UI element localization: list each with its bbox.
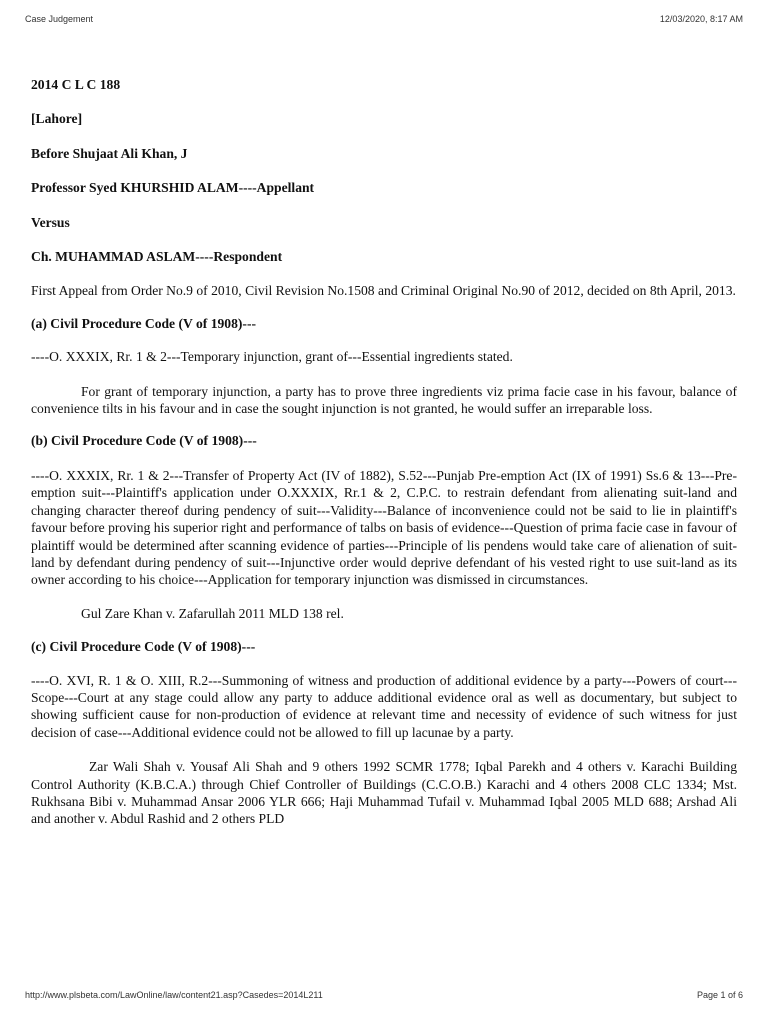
versus: Versus xyxy=(31,214,70,230)
case-citation: 2014 C L C 188 xyxy=(31,77,121,92)
catchwords-b: ----O. XXXIX, Rr. 1 & 2---Transfer of Property Act (IV of 1882), S.52---Punjab Pre-emption Act (IX of 1991) Ss.6 & 13---Pre-emption suit---Plaintiff's application under O.XXXIX, Rr.1 & 2, C.P.C. to restrain defendant from alienating suit-land and changing character thereof during pendency of suit---Validity---Balance of inconvenience could not be said to lie in plaintiff's favour before proving his superior right and performance of talbs on basis of evidence---Question of prima facie case in favour of plaintiff would be determined after scanning evidence of parties---Principle of lis pendens would take care of alienation of suit-land by defendant during pendency of suit---Injunctive order would deprive defendant of his vested right to use suit-land as its owner according to his choice---Application for temporary injunction was dismissed in circumstances. xyxy=(31,467,737,588)
court-name: [Lahore] xyxy=(31,111,83,127)
respondent: Ch. MUHAMMAD ASLAM----Respondent xyxy=(31,249,283,265)
reference-c: Zar Wali Shah v. Yousaf Ali Shah and 9 others 1992 SCMR 1778; Iqbal Parekh and 4 others v. Karachi Building Control Authority (K.B.C.A.) through Chief Controller of Buildings (C.C.O.B.) Karachi and 4 others 2008 CLC 1334; Mst. Rukhsana Bibi v. Muhammad Ansar 2006 YLR 666; Haji Muhammad Tufail v. Muhammad Iqbal 2005 MLD 688; Arshad Ali and another v. Abdul Rashid and 2 others PLD xyxy=(31,759,737,827)
print-header-title: Case Judgement xyxy=(25,14,94,24)
section-heading-c: (c) Civil Procedure Code (V of 1908)--- xyxy=(31,639,256,655)
print-header-datetime: 12/03/2020, 8:17 AM xyxy=(659,14,743,24)
section-heading-b: (b) Civil Procedure Code (V of 1908)--- xyxy=(31,433,257,449)
print-footer-page: Page 1 of 6 xyxy=(696,990,743,1000)
paragraph-a: For grant of temporary injunction, a party has to prove three ingredients viz prima facie case in his favour, balance of convenience tilts in his favour and in case the sought injunction is not granted, he would suffer an irreparable loss. xyxy=(31,383,737,417)
judgement-body xyxy=(31,76,737,828)
catchwords-a: ----O. XXXIX, Rr. 1 & 2---Temporary injunction, grant of---Essential ingredients stated. xyxy=(31,349,513,365)
section-heading-a: (a) Civil Procedure Code (V of 1908)--- xyxy=(31,315,257,331)
appellant: Professor Syed KHURSHID ALAM----Appellant xyxy=(31,180,315,196)
bench: Before Shujaat Ali Khan, J xyxy=(31,145,188,161)
reference-b: Gul Zare Khan v. Zafarullah 2011 MLD 138 rel. xyxy=(81,605,344,621)
catchwords-c: ----O. XVI, R. 1 & O. XIII, R.2---Summoning of witness and production of additional evidence by a party---Powers of court---Scope---Court at any stage could allow any party to adduce additional evidence oral as well as documentary, but subject to showing sufficient cause for non-production of evidence at relevant time and necessity of evidence of such witness for just decision of case---Additional evidence could not be allowed to fill up lacunae by a party. xyxy=(31,672,737,740)
case-info: First Appeal from Order No.9 of 2010, Civil Revision No.1508 and Criminal Original No.90 of 2012, decided on 8th April, 2013. xyxy=(31,283,736,299)
print-footer-url: http://www.plsbeta.com/LawOnline/law/content21.asp?Casedes=2014L211 xyxy=(25,990,323,1000)
